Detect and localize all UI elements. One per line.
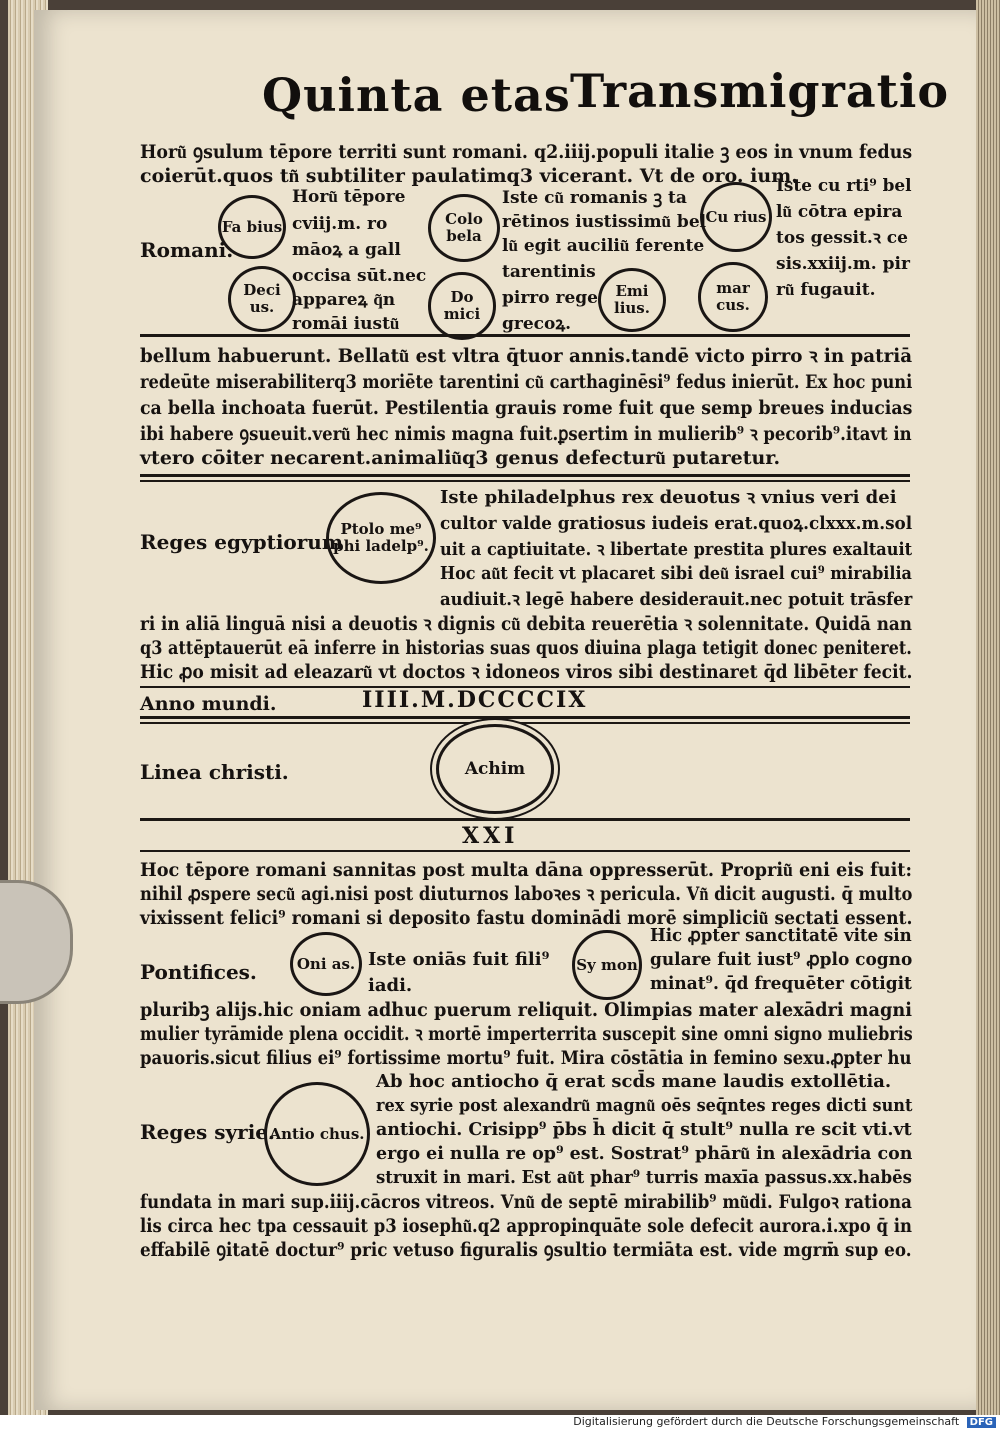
side-label-reges-syrie: Reges syrie. (140, 1120, 275, 1144)
rule (140, 480, 910, 482)
medallion-decius: Deci us. (228, 266, 296, 332)
text-line: antiochi. Crisipp⁹ p̄bs h̄ dicit q̄ stult⁹ nulla re scit vti.vt (376, 1119, 912, 1140)
text-line: bellum habuerunt. Bellatu͂ est vltra q̄tuor annis.tandē victo pirro ꝛ in patriā (140, 345, 913, 367)
rule (140, 474, 910, 477)
text-line: minat⁹. q̄d frequēter cōtigit (650, 973, 912, 994)
text-line: Iste cu rti⁹ bel (776, 176, 912, 196)
text-line: effabilē ꝯitatē doctur⁹ pric vetuso figuralis ꝯsultio termiāta est. vide mgrm̄ sup eo. (140, 1239, 912, 1261)
text-line: lis circa hec tpa cessauit p3 iosephu͂.q2 appropinquāte sole defecit aurora.i.xpo q̄ in (140, 1215, 912, 1237)
text-line: rētinos iustissimu͂ bel (502, 212, 707, 232)
medallion-achim: Achim (436, 724, 554, 814)
text-line: appareꝝ q͂n (292, 290, 396, 310)
text-line: ca bella inchoata fuerūt. Pestilentia grauis rome fuit que semp breues inducias (140, 397, 913, 419)
rule (140, 334, 910, 337)
medallion-marcus: mar cus. (698, 262, 768, 332)
rule (140, 850, 910, 852)
text-line: lu͂ cōtra epira (776, 202, 903, 222)
rule (140, 716, 910, 719)
text-line: pauoris.sicut filius ei⁹ fortissime mortu⁹ fuit. Mira cōstātia in femino sexu.ꝓpter hu (140, 1047, 912, 1069)
text-line: pirro rege (502, 288, 598, 308)
text-line: iadi. (368, 975, 413, 996)
text-line: romāi iustu͂ (292, 314, 400, 334)
side-label-linea-christi: Linea christi. (140, 760, 289, 784)
text-line: coierūt.quos tn͂ subtiliter paulatimq3 vicerant. Vt de oro. ium. (140, 165, 798, 187)
text-line: fundata in mari sup.iiij.cācros vitreos. Vnu͂ de septē mirabilib⁹ mu͂di. Fulgoꝛ rationa (140, 1191, 912, 1213)
text-line: Hic ꝓo misit ad eleazaru͂ vt doctos ꝛ idoneos viros sibi destinaret q̄d libēter fecit. (140, 661, 913, 683)
text-line: lu͂ egit auciliu͂ ferente (502, 236, 705, 256)
text-line: Iste cu͂ romanis ꝫ ta (502, 188, 687, 208)
rule (140, 722, 910, 724)
text-line: gulare fuit iust⁹ ꝓplo cogno (650, 949, 913, 970)
text-line: Horu͂ ꝯsulum tēpore territi sunt romani. q2.iiij.populi italie ꝫ eos in vnum fedus (140, 141, 913, 163)
text-line: Iste oniās fuit fili⁹ (368, 949, 550, 970)
text-line: vtero cōiter necarent.animaliu͂q3 genus defecturu͂ putaretur. (140, 447, 781, 469)
text-line: mulier tyrāmide plena occidit. ꝛ mortē imperterrita suscepit sine omni signo muliebris (140, 1023, 913, 1045)
text-line: Hoc tēpore romani sannitas post multa dāna oppresserūt. Propriu͂ eni eis fuit: (140, 859, 913, 881)
text-line: ru͂ fugauit. (776, 280, 876, 300)
text-line: māoꝝ a gall (292, 240, 401, 260)
text-line: redeūte miserabiliterq3 moriēte tarentini cu͂ carthaginēsi⁹ fedus inierūt. Ex hoc puni (140, 371, 913, 393)
text-line: rex syrie post alexandru͂ magnu͂ oēs seq̄ntes reges dicti sunt (376, 1095, 913, 1116)
text-line: nihil ꝓspere secu͂ agi.nisi post diuturnos laboꝛes ꝛ pericula. Vn͂ dicit augusti. q̄ multo (140, 883, 913, 905)
text-line: ibi habere ꝯsueuit.veru͂ hec nimis magna fuit.ꝑsertim in mulierib⁹ ꝛ pecorib⁹.itavt in (140, 423, 912, 445)
side-label-romani: Romani. (140, 238, 234, 262)
text-line: struxit in mari. Est au͂t phar⁹ turris maxīa passus.xx.habēs (376, 1167, 912, 1188)
medallion-antiochus: Antio chus. (264, 1082, 370, 1186)
text-line: Ab hoc antiocho q̄ erat scd̄s mane laudis extollētia. (376, 1071, 892, 1092)
text-line: uit a captiuitate. ꝛ libertate prestita plures exaltauit (440, 539, 913, 560)
medallion-symon: Sy mon (572, 930, 642, 1000)
text-line: ri in aliā linguā nisi a deuotis ꝛ dignis cu͂ debita reuerētia ꝛ solennitate. Quidā nan (140, 613, 912, 635)
text-line: tarentinis (502, 262, 596, 282)
side-label-reges-egyptiorum: Reges egyptiorum (140, 530, 344, 554)
running-head-right: Transmigratio (570, 64, 950, 118)
text-line: grecoꝝ. (502, 314, 572, 334)
text-line: Hic ꝓpter sanctitatē vite sin (650, 925, 912, 946)
text-line: audiuit.ꝛ legē habere desiderauit.nec potuit trāsfer (440, 589, 913, 610)
text-line: cviij.m. ro (292, 214, 388, 234)
text-line: pluribꝫ alijs.hic oniam adhuc puerum reliquit. Olimpias mater alexādri magni (140, 999, 912, 1021)
text-line: cultor valde gratiosus iudeis erat.quoꝝ.clxxx.m.sol (440, 513, 913, 534)
text-line: Horu͂ tēpore (292, 187, 406, 207)
medallion-domici: Do mici (428, 272, 496, 340)
rule (140, 818, 910, 821)
text-line: ergo ei nulla re op⁹ est. Sostrat⁹ phāru͂ in alexādria con (376, 1143, 913, 1164)
footer-bar (0, 1415, 1000, 1430)
text-line: vixissent felici⁹ romani si deposito fastu dominādi morē simpliciu͂ sectati essent. (140, 907, 913, 929)
text-line: tos gessit.ꝛ ce (776, 228, 908, 248)
medallion-fabius: Fa bius (218, 195, 286, 259)
medallion-onias: Oni as. (290, 932, 362, 996)
dfg-logo-icon: DFG (967, 1417, 996, 1428)
medallion-curius: Cu rius (700, 182, 772, 252)
medallion-colobela: Colo bela (428, 194, 500, 262)
text-line: Hoc au͂t fecit vt placaret sibi deu͂ israel cui⁹ mirabilia (440, 563, 912, 584)
anno-mundi-label: Anno mundi. (140, 693, 277, 715)
text-line: sis.xxiij.m. pir (776, 254, 910, 274)
medallion-ptolomeus: Ptolo me⁹ phi ladelp⁹. (326, 492, 436, 584)
text-line: Iste philadelphus rex deuotus ꝛ vnius veri dei (440, 487, 897, 508)
medallion-emilius: Emi lius. (598, 268, 666, 332)
generation-number: XXI (462, 823, 519, 849)
text-line: q3 attēptauerūt eā inferre in historias suas quos diuina plaga tetigit donec peniteret. (140, 637, 912, 659)
side-label-pontifices: Pontifices. (140, 960, 257, 984)
right-page-edges (976, 0, 1000, 1415)
anno-mundi-value: IIII.M.DCCCCIX (362, 687, 588, 713)
running-head-left: Quinta etas (262, 68, 571, 122)
text-line: occisa sūt.nec (292, 266, 427, 286)
footer-credit: Digitalisierung gefördert durch die Deutsche Forschungsgemeinschaft (573, 1415, 960, 1428)
